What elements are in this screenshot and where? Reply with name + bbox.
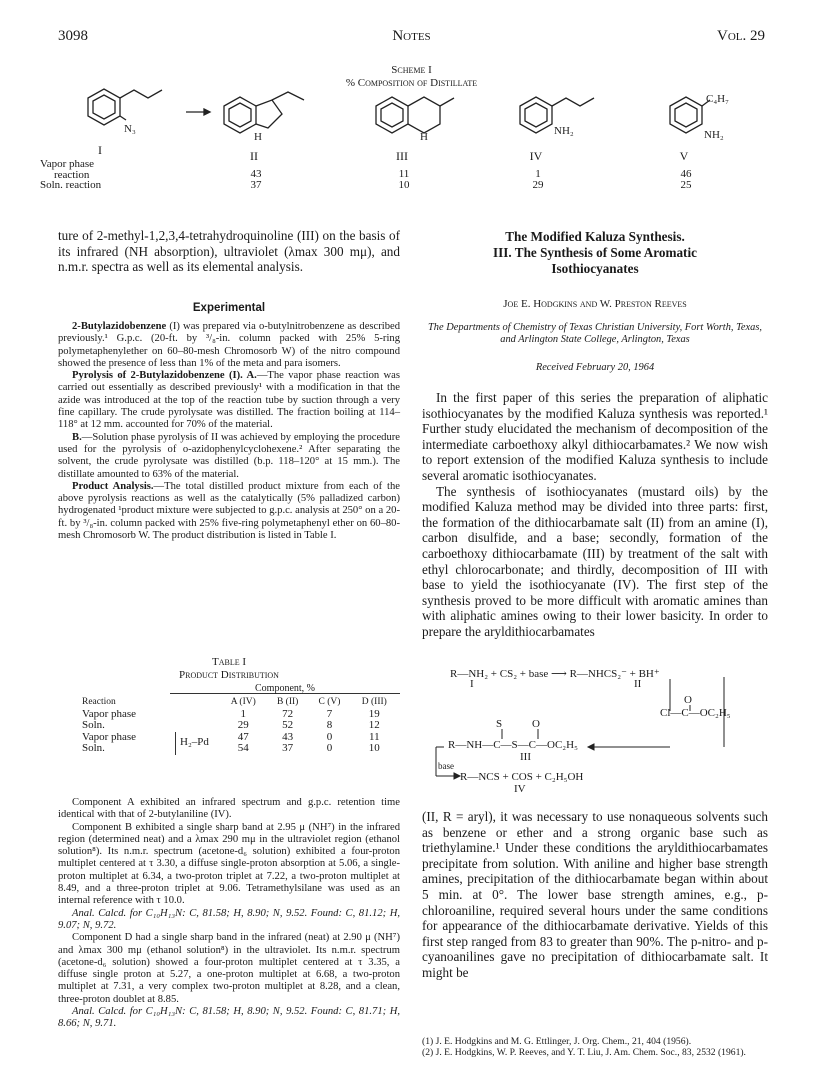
left-intro-paragraph: ture of 2-methyl-1,2,3,4-tetrahydroquinoline (III) on the basis of its infrared (NH absorption), ultraviolet (λmax 300 mμ), and n.m.r. spectra as well as its elemental analysis. (58, 228, 400, 275)
table-header-row (80, 697, 398, 709)
table-cell: 72 (282, 707, 294, 720)
analysis-1: Anal. Calcd. for C₁₀H₁₃N: C, 81.58; H, 8.90; N, 9.52. Found: C, 81.12; H, 9.07; N, 9.72. (58, 907, 400, 931)
p1-text: (I) was prepared via o-butylnitrobenzene as described previously.¹ G.p.c. (20-ft. by ³/₈-in. column packed with 25% 5-ring polymetaphenylether on 60–80-mesh Chromosorb W) of the nitro compound showed the presence of less than 1% of the meta and para isomers. (58, 321, 400, 369)
value-cell: 25 (680, 178, 692, 191)
value-cell: 46 (680, 168, 692, 180)
analysis-2: Anal. Calcd. for C₁₀H₁₃N: C, 81.58; H, 8.90; N, 9.52. Found: C, 81.71; H, 8.66; N, 9.71. (58, 1006, 400, 1030)
table-caption (58, 656, 400, 682)
chloroformate-o: O (684, 694, 692, 706)
footnotes (422, 1036, 768, 1058)
title-line-2: III. The Synthesis of Some Aromatic (493, 245, 697, 260)
p2-lead: Pyrolysis of 2-Butylazidobenzene (I). A. (72, 370, 257, 382)
table-cell: 1 (240, 707, 246, 720)
value-cell: 29 (532, 178, 544, 191)
footnote-1: (1) J. E. Hodgkins and M. G. Ettlinger, J. Org. Chem., 21, 404 (1956). (422, 1036, 692, 1047)
p4-lead: Product Analysis. (72, 480, 154, 492)
page-number: 3098 (58, 28, 88, 44)
components-section (58, 797, 400, 1031)
reaction-arrow (186, 109, 210, 115)
table-cell: Vapor phase (82, 707, 137, 720)
equation-label-iii: III (520, 751, 531, 763)
scheme-title: Scheme I (391, 64, 432, 76)
equation-o: O (532, 718, 540, 730)
th-d: D (III) (361, 697, 387, 707)
synthesis-paragraph: The synthesis of isothiocyanates (mustard oils) by the modified Kaluza method may be divided into three parts: first, the formation of the dithiocarbamate salt (II) from an amine (I), carbon disulfide, and a base; secondly, formation of the carboethoxy dithiocarbamate (III) by treatment of the salt with ethyl chlorocarbonate; and thirdly, decomposition of III with base to yield the isothiocyanate (IV). The first step of the synthesis proved to be more difficult with aromatic amines than with aliphatic amines owing to their lower basicity. In order to prepare the aryldithiocarbamates (422, 483, 768, 639)
equation-label-i: I (470, 678, 474, 690)
running-section-title: Notes (392, 28, 431, 44)
table-cell: 29 (237, 719, 249, 731)
hydrogenation-label: H₂–Pd (176, 732, 220, 755)
table-cell: 54 (237, 742, 249, 754)
scheme-values-v (666, 169, 706, 190)
equation-line-iv: R—NCS + COS + C₂H₅OH (460, 771, 584, 783)
table-cell: 52 (282, 719, 294, 731)
vapor-row-label-a: Vapor phase (40, 158, 95, 170)
value-cell: 11 (398, 168, 410, 180)
p3-lead: B. (72, 431, 82, 443)
table-cell: 8 (326, 719, 333, 731)
compound-v-structure (670, 97, 710, 133)
footnote-2: (2) J. E. Hodgkins, W. P. Reeves, and Y. T. Liu, J. Am. Chem. Soc., 83, 2532 (1961). (422, 1047, 746, 1058)
title-line-3: Isothiocyanates (551, 261, 639, 276)
right-body-top (422, 390, 768, 640)
equation-base: base (438, 761, 454, 771)
p2-text: —The vapor phase reaction was carried out essentially as described previously¹ with a modification in that the azide was introduced at the top of the reaction tube by suction through a very fine capillary. The crude pyrolysate was distilled. The fraction boiling at 114–118° at 12 mm. accounted for 70% of the material. (58, 370, 400, 431)
table-cell: 0 (326, 742, 333, 754)
compound-iv-substituent: NH₂ (554, 125, 574, 137)
th-b: B (II) (276, 697, 299, 707)
value-cell: 37 (250, 178, 262, 191)
title-line-1: The Modified Kaluza Synthesis. (505, 229, 685, 244)
compound-iii-nh: H (420, 131, 428, 143)
equation-label-ii: II (634, 678, 642, 690)
table-group-header: Component, % (170, 684, 400, 694)
compound-ii-structure (224, 92, 304, 133)
chloroformate-reagent: Cl—C—OC₂H₅ (660, 707, 731, 719)
received-date: Received February 20, 1964 (535, 362, 655, 373)
compound-iii-label: III (396, 149, 408, 163)
compound-iii-structure (376, 97, 454, 133)
p4-text: —The total distilled product mixture from each of the above pyrolysis reactions as well as the catalytically (5% palladized carbon) hydrogenated ¹product mixture were subjected to g.p.c. analysis at 250° on a 20-ft. by ³/₈-in. column packed with 25% five-ring polymetaphenyl ether on 60–80-mesh Chromosorb W. The product distribution is listed in Table I. (58, 480, 400, 542)
table-cell: Soln. (82, 742, 105, 754)
intro-paragraph: In the first paper of this series the preparation of aliphatic isothiocyanates by the modified Kaluza synthesis was reported.¹ Further study elucidated the mechanism of decomposition of the intermediate carboethoxy alkyl dithiocarbamates.² We now wish to report extension of the modified Kaluza synthesis to include several aromatic isothiocyanates. (422, 390, 768, 483)
equation-label-iv: IV (514, 783, 526, 795)
vapor-row-label-b: reaction (54, 168, 90, 181)
p3-text: —Solution phase pyrolysis of II was achieved by employing the procedure used for the pyrolysis of o-azidophenylcyclohexene.² After separating the solvent, the crude pyrolysate was distilled (b.p. 118–120° at 15 mm.). The distillate amounted to 63% of the material. (58, 431, 400, 480)
value-cell: 43 (250, 168, 262, 180)
compound-v-substituent: NH₂ (704, 129, 724, 141)
compound-v-extra: C₄H₇ (706, 93, 729, 105)
th-c: C (V) (318, 697, 341, 707)
table-cell: 19 (368, 707, 380, 720)
table-subtitle: Product Distribution (179, 669, 279, 681)
th-a: A (IV) (230, 697, 256, 707)
equation-arrows (434, 667, 764, 795)
equation-s: S (496, 718, 503, 730)
table-cell: Soln. (82, 719, 105, 731)
compound-i-structure (88, 89, 162, 125)
p1-lead: 2-Butylazidobenzene (72, 321, 167, 332)
authors: Joe E. Hodgkins and W. Preston Reeves (503, 298, 687, 310)
table-cell: 0 (326, 730, 333, 743)
equation-line-1: R—NH₂ + CS₂ + base ⟶ R—NHCS₂⁻ + BH⁺ (450, 668, 660, 680)
table-cell: Vapor phase (82, 730, 137, 743)
component-d-paragraph: Component D had a single sharp band in the infrared (neat) at 2.90 μ (NH⁷) and λmax 300 mμ (ethanol solution⁸) in the ultraviolet. Its n.m.r. spectrum (acetone-d₆ solution) showed a four-proton multiplet centered at τ 3.35, a diffuse single proton at 5.27, a one-proton multiplet at 6.68, a two-proton multiplet at 7.31, a very complex two-proton multiplet at 8.28, and a clean, three-proton doublet at 8.85. (58, 932, 400, 1005)
table-cell: 10 (368, 742, 380, 754)
experimental-section (58, 321, 400, 542)
table-cell: 11 (368, 730, 380, 743)
affiliation: The Departments of Chemistry of Texas Christian University, Fort Worth, Texas, and Arlington State College, Arlington, Texas (428, 322, 762, 345)
th-reaction: Reaction (82, 697, 116, 707)
reaction-equation (434, 667, 764, 795)
compound-ii-nh: H (254, 131, 262, 143)
article-title (422, 229, 768, 277)
compound-i-substituent: N₃ (124, 123, 136, 135)
table-cell: 7 (326, 707, 333, 720)
component-a-paragraph: Component A exhibited an infrared spectrum and g.p.c. retention time identical with that of 2-butylaniline (IV). (58, 797, 400, 821)
compound-ii-label: II (250, 149, 258, 163)
compound-v-label: V (679, 149, 689, 163)
table-cell: 12 (368, 719, 380, 731)
right-body-bottom: (II, R = aryl), it was necessary to use nonaqueous solvents such as benzene or ether and a strong organic base such as triethylamine.¹ Under these conditions the aryldithiocarbamates precipitate from solution. With aniline and higher base strength amines, precipitation of the dithiocarbamate began within about 5 min. at 0°. The lower base strength amines, e.g., p-chloroaniline, required several hours under the same conditions for appearance of the dithiocarbamate derivative. Yields of this first step ranged from 83 to greater than 90%. The p-nitro- and p-cyanoanilines gave no precipitation of dithiocarbamate salt. It might be (422, 809, 768, 980)
volume-label: Vol. 29 (717, 28, 765, 44)
experimental-heading: Experimental (192, 302, 266, 314)
value-cell: 1 (535, 168, 541, 180)
value-cell: 10 (398, 178, 410, 191)
scheme-subtitle: % Composition of Distillate (345, 77, 478, 89)
scheme-values-iii (384, 169, 424, 190)
scheme-structures (0, 78, 823, 160)
compound-iv-label: IV (529, 149, 543, 163)
component-b-paragraph: Component B exhibited a single sharp band at 2.95 μ (NH⁷) in the infrared region (determined neat) and a λmax 290 mμ in the ultraviolet region (ethanol solution⁸). Its n.m.r. spectrum (acetone-d₆ solution) exhibited a four-proton multiplet centered at τ 3.30, a diffuse single-proton absorption at 5.06, a single-proton multiplet at 6.34, a two-proton triplet at 7.22, a two-proton multiplet at 8.49, and a three-proton triplet at 9.06. Tetramethylsilane was used as an internal reference with τ 10.0. (58, 821, 400, 907)
table-cell: 37 (282, 742, 294, 754)
soln-row-label: Soln. reaction (40, 179, 102, 191)
compound-i-label: I (98, 143, 102, 157)
product-distribution-table (80, 697, 398, 755)
table-cell: 47 (237, 730, 249, 743)
scheme-row-labels (40, 159, 101, 191)
table-row (80, 743, 398, 755)
equation-line-iii: R—NH—C—S—C—OC₂H₅ (448, 739, 578, 751)
table-cell: 43 (282, 730, 294, 743)
scheme-values-ii (236, 169, 276, 190)
table-title: Table I (211, 656, 247, 668)
table-row (80, 720, 398, 732)
scheme-values-iv (518, 169, 558, 190)
